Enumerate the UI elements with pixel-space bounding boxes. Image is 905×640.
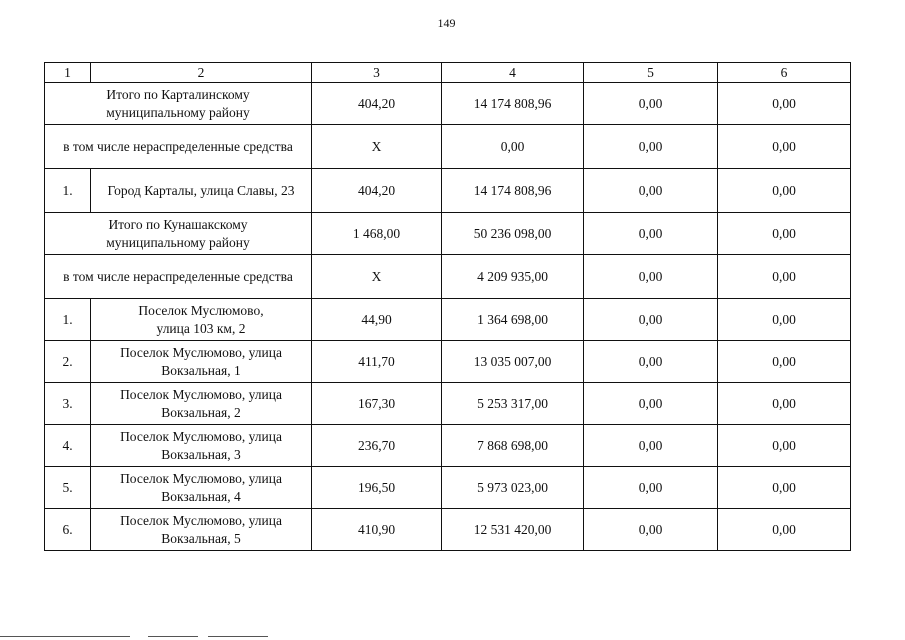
cell-col6: 0,00 [718,341,851,383]
cell-col6: 0,00 [718,169,851,213]
cell-col4: 13 035 007,00 [442,341,584,383]
footer-divider [0,636,130,637]
address-cell [91,341,312,383]
table-row [45,213,851,255]
total-label-line1: Итого по Кунашакскому [108,216,248,232]
footer-divider [148,636,198,637]
total-label-line2: муниципальному району [106,104,250,120]
column-number-row [45,63,851,83]
address-line1: Поселок Муслюмово, улица [120,344,282,360]
table-row [45,383,851,425]
undistributed-label: в том числе нераспределенные средства [45,255,312,299]
table-row [45,509,851,551]
cell-col3: 404,20 [312,169,442,213]
column-number-1: 1 [45,63,91,83]
address-line1: Поселок Муслюмово, улица [120,386,282,402]
cell-col5: 0,00 [584,341,718,383]
table-row [45,83,851,125]
column-number-3: 3 [312,63,442,83]
address-line1: Поселок Муслюмово, улица [120,512,282,528]
address-cell [91,467,312,509]
undistributed-label: в том числе нераспределенные средства [45,125,312,169]
cell-col3: 167,30 [312,383,442,425]
row-number: 1. [45,299,91,341]
row-number: 5. [45,467,91,509]
cell-col6: 0,00 [718,299,851,341]
column-number-6: 6 [718,63,851,83]
cell-col3: 411,70 [312,341,442,383]
cell-col5: 0,00 [584,169,718,213]
column-number-5: 5 [584,63,718,83]
column-number-2: 2 [91,63,312,83]
cell-col4: 5 253 317,00 [442,383,584,425]
cell-col4: 4 209 935,00 [442,255,584,299]
cell-col6: 0,00 [718,255,851,299]
cell-col4: 5 973 023,00 [442,467,584,509]
address-line1: Поселок Муслюмово, [138,302,264,318]
row-number: 3. [45,383,91,425]
address-cell [91,509,312,551]
cell-col5: 0,00 [584,83,718,125]
cell-col5: 0,00 [584,467,718,509]
cell-col6: 0,00 [718,213,851,255]
district-total-label [45,213,312,255]
cell-col3: 236,70 [312,425,442,467]
address-line2: Вокзальная, 1 [161,362,241,378]
table-row [45,169,851,213]
cell-col4: 0,00 [442,125,584,169]
table-row [45,125,851,169]
address-cell [91,299,312,341]
footer-divider [208,636,268,637]
table-row [45,255,851,299]
page-number: 149 [437,16,456,30]
cell-col3: Х [312,125,442,169]
cell-col4: 14 174 808,96 [442,169,584,213]
address-cell [91,425,312,467]
cell-col5: 0,00 [584,213,718,255]
cell-col6: 0,00 [718,125,851,169]
row-number: 2. [45,341,91,383]
address-line1: Поселок Муслюмово, улица [120,470,282,486]
address-line1: Поселок Муслюмово, улица [120,428,282,444]
row-number: 1. [45,169,91,213]
table-row [45,467,851,509]
cell-col4: 1 364 698,00 [442,299,584,341]
row-number: 6. [45,509,91,551]
cell-col6: 0,00 [718,467,851,509]
address-line2: Вокзальная, 2 [161,404,241,420]
cell-col3: 44,90 [312,299,442,341]
cell-col3: Х [312,255,442,299]
cell-col4: 7 868 698,00 [442,425,584,467]
address-line1: Город Карталы, улица Славы, 23 [107,182,295,198]
table-row [45,425,851,467]
address-cell [91,169,312,213]
table-row [45,299,851,341]
address-line2: Вокзальная, 3 [161,446,241,462]
cell-col4: 14 174 808,96 [442,83,584,125]
cell-col5: 0,00 [584,255,718,299]
cell-col5: 0,00 [584,383,718,425]
data-table [44,62,851,551]
cell-col3: 196,50 [312,467,442,509]
row-number: 4. [45,425,91,467]
cell-col6: 0,00 [718,425,851,467]
cell-col5: 0,00 [584,299,718,341]
table-row [45,341,851,383]
address-line2: Вокзальная, 5 [161,530,241,546]
cell-col6: 0,00 [718,383,851,425]
address-line2: улица 103 км, 2 [156,320,246,336]
total-label-line1: Итого по Карталинскому [106,86,250,102]
cell-col5: 0,00 [584,425,718,467]
district-total-label [45,83,312,125]
cell-col3: 410,90 [312,509,442,551]
cell-col5: 0,00 [584,125,718,169]
cell-col5: 0,00 [584,509,718,551]
cell-col6: 0,00 [718,509,851,551]
address-cell [91,383,312,425]
cell-col3: 1 468,00 [312,213,442,255]
cell-col3: 404,20 [312,83,442,125]
column-number-4: 4 [442,63,584,83]
cell-col4: 50 236 098,00 [442,213,584,255]
cell-col6: 0,00 [718,83,851,125]
address-line2: Вокзальная, 4 [161,488,241,504]
total-label-line2: муниципальному району [106,234,250,250]
cell-col4: 12 531 420,00 [442,509,584,551]
